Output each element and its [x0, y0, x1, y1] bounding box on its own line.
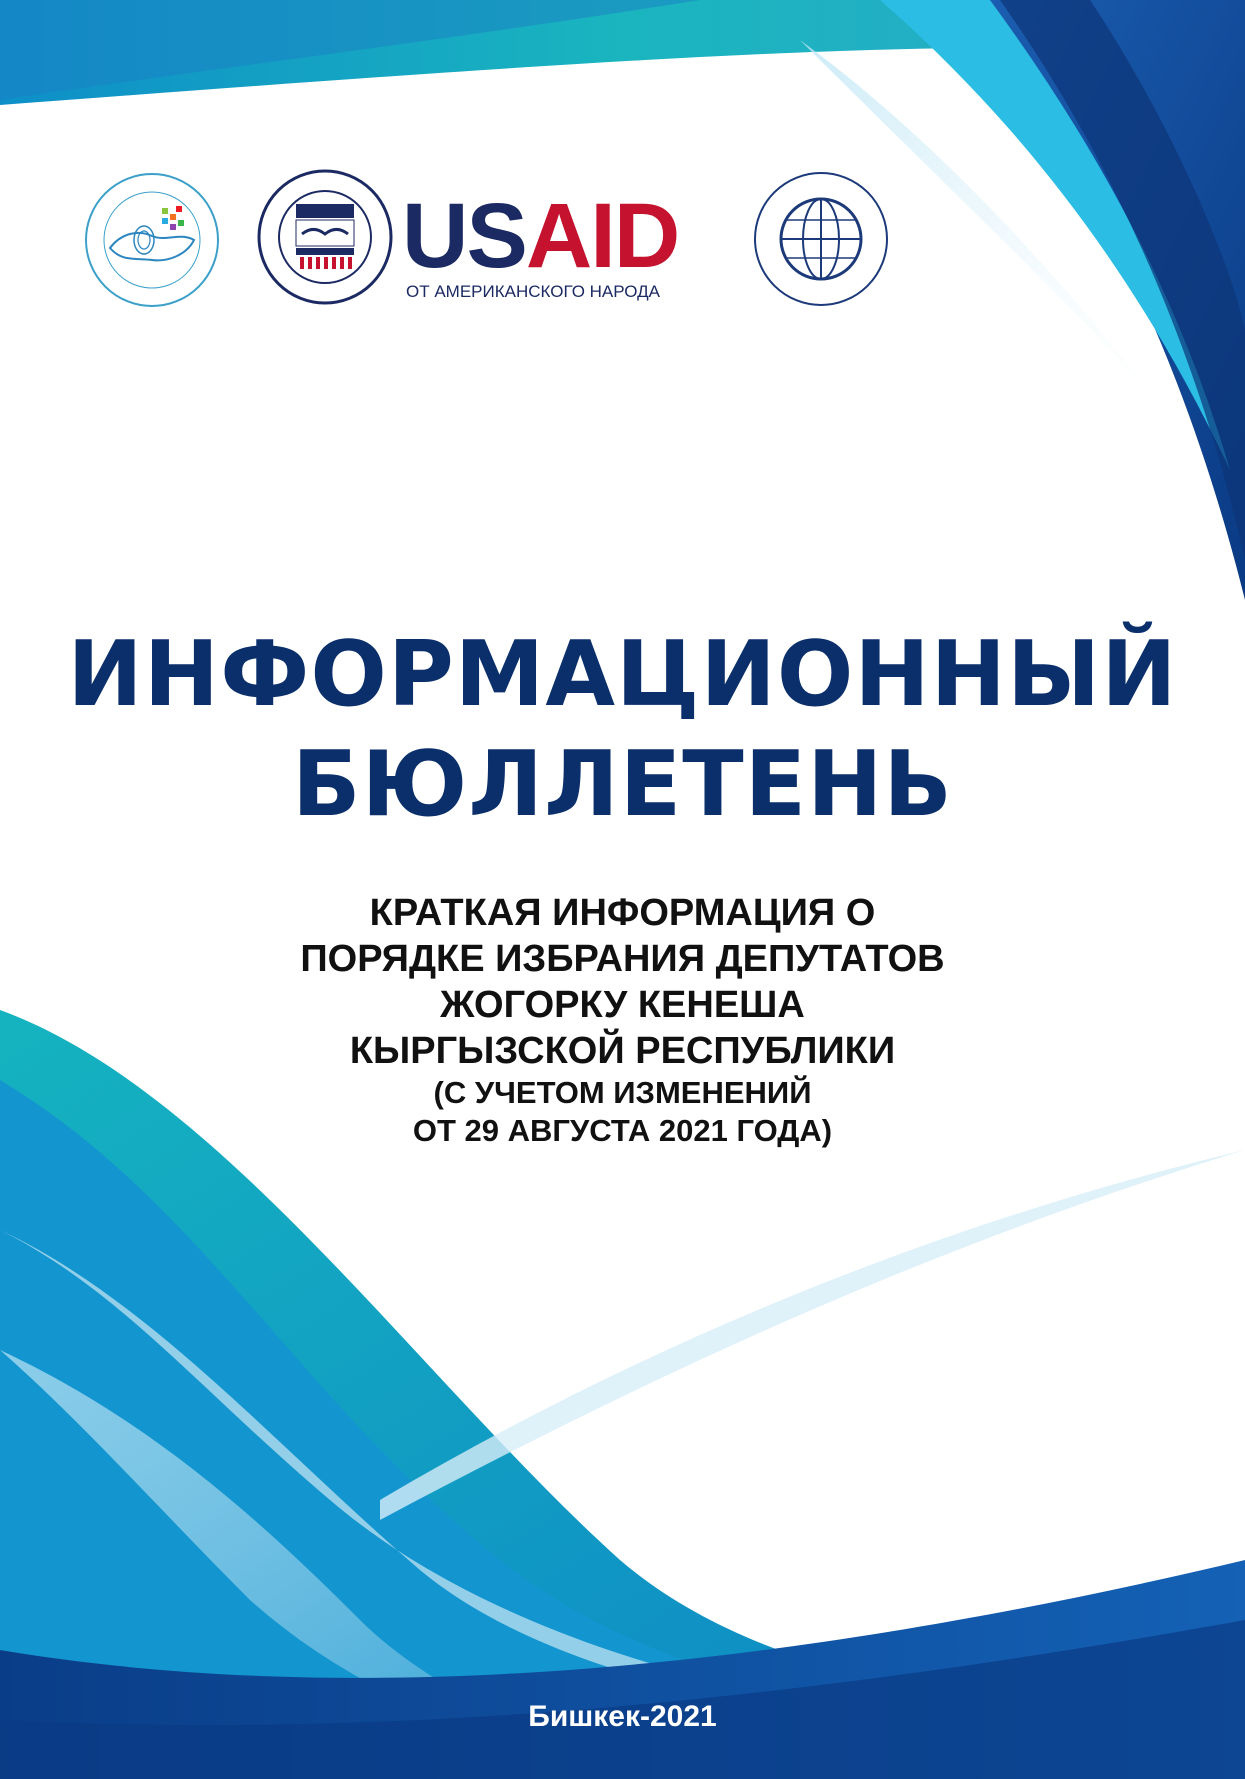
usaid-tagline: ОТ АМЕРИКАНСКОГО НАРОДА [406, 282, 660, 301]
title-line-1: ИНФОРМАЦИОННЫЙ [67, 622, 1178, 727]
cik-seal-icon [82, 170, 222, 310]
subtitle-line-5: (С УЧЕТОМ ИЗМЕНЕНИЙ [433, 1075, 812, 1110]
ifes-seal-icon [752, 170, 890, 308]
usaid-seal-icon [256, 168, 394, 306]
subtitle-line-1: КРАТКАЯ ИНФОРМАЦИЯ О [369, 892, 876, 934]
usaid-logo [402, 185, 712, 301]
document-title [0, 620, 1245, 840]
document-subtitle [0, 890, 1245, 1150]
usaid-wordmark: USAID [402, 185, 679, 287]
subtitle-line-4: КЫРГЫЗСКОЙ РЕСПУБЛИКИ [349, 1030, 896, 1072]
footer-place-year: Бишкек-2021 [528, 1700, 717, 1733]
subtitle-line-2: ПОРЯДКЕ ИЗБРАНИЯ ДЕПУТАТОВ [300, 938, 945, 980]
subtitle-line-3: ЖОГОРКУ КЕНЕША [440, 984, 805, 1026]
subtitle-line-6: ОТ 29 АВГУСТА 2021 ГОДА) [412, 1113, 833, 1148]
logo-row [0, 160, 1245, 320]
title-line-2: БЮЛЛЕТЕНЬ [291, 732, 954, 837]
